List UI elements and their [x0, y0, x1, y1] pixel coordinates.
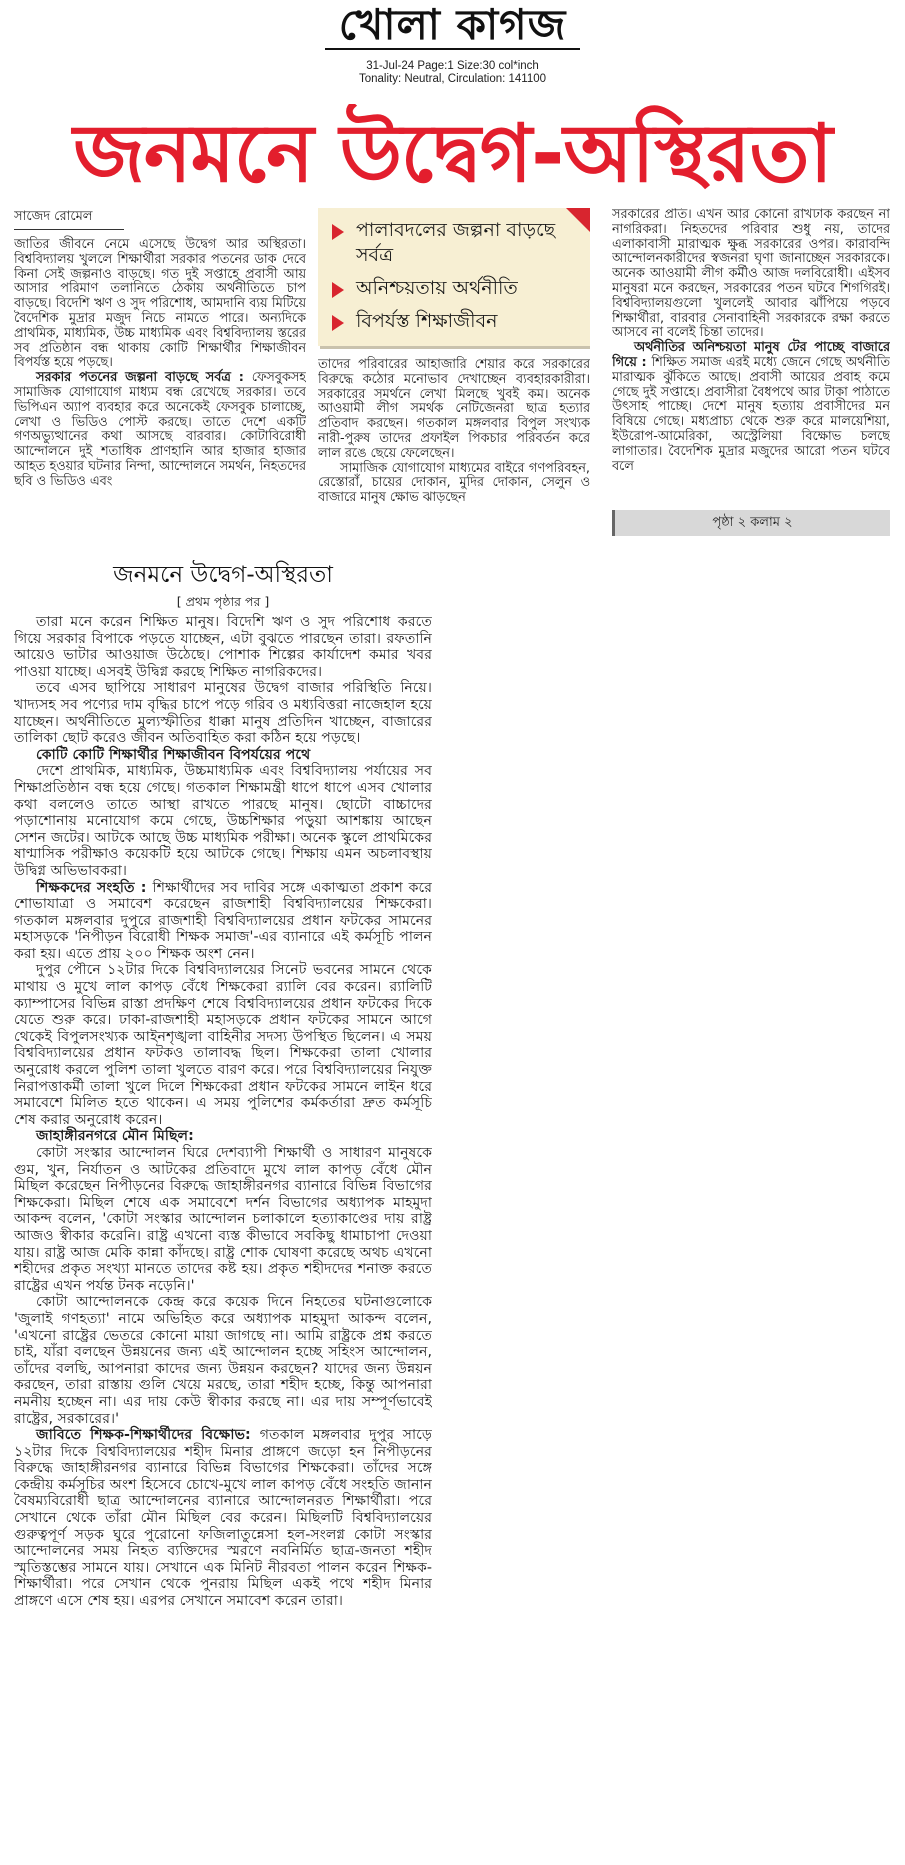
front-column-3 [612, 208, 890, 538]
main-headline: জনমনে উদ্বেগ-অস্থিরতা [73, 107, 832, 200]
paragraph: কোটা সংস্কার আন্দোলন ঘিরে দেশব্যাপী শিক্ষার্থী ও সাধারণ মানুষকে গুম, খুন, নির্যাতন ও আটকের প্রতিবাদে মুখে লাল কাপড় বেঁধে মৌন মিছিল করেছেন নিপীড়নের বিরুদ্ধে জাহাঙ্গীরনগর ব্যানারে বিভিন্ন বিভাগের শিক্ষকেরা। মিছিল শেষে এক সমাবেশে দর্শন বিভাগের অধ্যাপক মাহমুদা আকন্দ বলেন, 'কোটা সংস্কার আন্দোলন চলাকালে হত্যাকাণ্ডের দায় রাষ্ট্র আজও স্বীকার করেনি। রাষ্ট্র এখনো ব্যস্ত কীভাবে সবকিছু ধামাচাপা দেওয়া যায়। রাষ্ট্র আজ মেকি কান্না কাঁদছে। রাষ্ট্র শোক ঘোষণা করেছে অথচ এখনো শহীদের প্রকৃত সংখ্যা মানতে তাদের কষ্ট হয়। প্রকৃত শহীদদের শনাক্ত করতে রাষ্ট্রের এখন পর্যন্ত টনক নড়েনি।' [14, 1145, 432, 1294]
paragraph: কোটা আন্দোলনকে কেন্দ্র করে কয়েক দিনে নিহতের ঘটনাগুলোকে 'জুলাই গণহত্যা' নামে অভিহিত করে অধ্যাপক মাহমুদা আকন্দ বলেন, 'এখনো রাষ্ট্রের ভেতরে কোনো মায়া জাগছে না। আমি রাষ্ট্রকে প্রশ্ন করতে চাই, যাঁরা বলছেন উন্নয়নের জন্য এই আন্দোলন হচ্ছে সহিংস আন্দোলন, তাঁদের বলছি, আপনারা কাদের জন্য উন্নয়ন করছেন? যাদের জন্য উন্নয়ন করছেন, তারা রাস্তায় গুলি খেয়ে মরছে, তারা শহীদ হচ্ছে, কিন্তু আপনারা নমনীয় হচ্ছেন না। এর দায় কেউ স্বীকার করছে না। এর দায় সম্পূর্ণভাবেই রাষ্ট্রের, সরকারের।' [14, 1294, 432, 1427]
arrow-bullet-icon [332, 282, 344, 298]
paragraph-body: শিক্ষিত সমাজ এরই মধ্যে জেনে গেছে অর্থনীতি মারাত্মক ঝুঁকিতে আছে। প্রবাসী আয়ের প্রবাহ কমে গেছে দুই সপ্তাহে। প্রবাসীরা বৈধপথে আর টাকা পাঠাতে উৎসাহ পাচ্ছে। দেশে মানুষ হত্যায় প্রবাসীদের মন বিষিয়ে গেছে। মধ্যপ্রাচ্য থেকে শুরু করে মালয়েশিয়া, ইউরোপ-আমেরিকা, অস্ট্রেলিয়া বিক্ষোভ চলছে লাগাতার। বৈদেশিক মুদ্রার মজুদের আরো পতন ঘটবে বলে [612, 354, 890, 474]
front-column-2 [318, 208, 590, 538]
byline: সাজেদ রোমেল [14, 208, 124, 230]
paragraph: জাতির জীবনে নেমে এসেছে উদ্বেগ আর অস্থিরতা। বিশ্ববিদ্যালয় খুললে শিক্ষার্থীরা সরকার পতনের ডাক দেবে কিনা সেই জল্পনাও বাড়ছে। গত দুই সপ্তাহে প্রবাসী আয় আসার পরিমাণ তলানিতে ঠেকায় অর্থনীতিতে চাপ বাড়ছে। বিদেশি ঋণ ও সুদ পরিশোধ, আমদানি ব্যয় মিটিয়ে বৈদেশিক মুদ্রার মজুদ নিচে নামতে পারে। অন্যদিকে প্রাথমিক, মাধ্যমিক, উচ্চ মাধ্যমিক এবং বিশ্ববিদ্যালয় স্তরের সব প্রতিষ্ঠান বন্ধ থাকায় কোটি শিক্ষার্থীর শিক্ষাজীবন বিপর্যস্ত হয়ে পড়ছে। [14, 237, 306, 371]
paragraph: দুপুর পৌনে ১২টার দিকে বিশ্ববিদ্যালয়ের সিনেট ভবনের সামনে থেকে মাথায় ও মুখে লাল কাপড় বেঁধে শিক্ষকেরা র‌্যালি বের করেন। র‌্যালিটি ক্যাম্পাসের বিভিন্ন রাস্তা প্রদক্ষিণ শেষে বিশ্ববিদ্যালয়ের প্রধান ফটকের দিকে যেতে শুরু করে। ঢাকা-রাজশাহী মহাসড়কে প্রধান ফটকের সামনে আগে থেকেই বিপুলসংখ্যক আইনশৃঙ্খলা বাহিনীর সদস্য উপস্থিত ছিলেন। এ সময় বিশ্ববিদ্যালয়ের প্রধান ফটকও তালাবদ্ধ ছিল। শিক্ষকেরা তালা খোলার অনুরোধ করলে পুলিশ তালা খুলতে বারণ করে। পরে বিশ্ববিদ্যালয়ের নিযুক্ত নিরাপত্তাকর্মী তালা খুলে দিলে শিক্ষকেরা প্রধান ফটকের সামনে লাইন ধরে সমাবেশে মিলিত হতে থাকেন। এ সময় পুলিশের কর্মকর্তারা দ্রুত কর্মসূচি শেষ করার অনুরোধ করেন। [14, 962, 432, 1128]
masthead [0, 0, 905, 52]
highlight-text: বিপর্যস্ত শিক্ষাজীবন [356, 310, 498, 332]
paragraph: তাদের পরিবারের আহাজারি শেয়ার করে সরকারের বিরুদ্ধে কঠোর মনোভাব দেখাচ্ছেন ব্যবহারকারীরা। সরকারের সমর্থনে লেখা মিলছে খুবই কম। অনেক আওয়ামী লীগ সমর্থক নেটিজেনরা ছাত্র হত্যার প্রতিবাদ করছেন। গতকাল মঙ্গলবার বিপুল সংখ্যক নারী-পুরুষ তাদের প্রফাইল পিকচার পরিবর্তন করে লাল রঙে ছেয়ে ফেলেছেন। [318, 357, 590, 461]
newspaper-logo: খোলা কাগজ [325, 2, 581, 50]
arrow-bullet-icon [332, 315, 344, 331]
paragraph-lead: অর্থনীতির অনিশ্চয়তা মানুষ টের পাচ্ছে বাজারে গিয়ে : [612, 340, 890, 370]
paragraph [14, 880, 432, 963]
paragraph-lead: শিক্ষকদের সংহতি : [36, 879, 153, 896]
paragraph: তবে এসব ছাপিয়ে সাধারণ মানুষের উদ্বেগ বাজার পরিস্থিতি নিয়ে। খাদ্যসহ সব পণ্যের দাম বৃদ্ধির চাপে পড়ে গরিব ও মধ্যবিত্তরা নাজেহাল হয়ে যাচ্ছেন। অর্থনীতিতে মুল্যস্ফীতির ধাক্কা মানুষ প্রতিদিন খাচ্ছেন, বাজারের তালিকা ছোট করেও জীবন অতিবাহিত করা কঠিন হয়ে পড়ছে। [14, 680, 432, 747]
paragraph [14, 371, 306, 489]
paragraph-body: গতকাল মঙ্গলবার দুপুর সাড়ে ১২টার দিকে বিশ্ববিদ্যালয়ের শহীদ মিনার প্রাঙ্গণে জড়ো হন নিপীড়নের বিরুদ্ধে জাহাঙ্গীরনগর ব্যানারে বিভিন্ন বিভাগের শিক্ষকেরা। তাঁদের সঙ্গে কেন্দ্রীয় কর্মসূচির অংশ হিসেবে চোখে-মুখে লাল কাপড় বেঁধে সংহতি জানান বৈষম্যবিরোধী ছাত্র আন্দোলনের ব্যানারে আন্দোলনরত শিক্ষার্থীরা। পরে সেখানে থেকে তাঁরা মৌন মিছিল বের করেন। মিছিলটি বিশ্ববিদ্যালয়ের গুরুত্বপূর্ণ সড়ক ঘুরে পুরোনো ফজিলাতুন্নেসা হল-সংলগ্ন কোটা সংস্কার আন্দোলনের সময় নিহত ব্যক্তিদের স্মরণে নবনির্মিত ছাত্র-জনতা শহীদ স্মৃতিস্তম্ভের সামনে যায়। সেখানে এক মিনিট নীরবতা পালন করেন শিক্ষক-শিক্ষার্থীরা। পরে সেখান থেকে পুনরায় মিছিল একই পথে শহীদ মিনার প্রাঙ্গণে এসে শেষ হয়। এরপর সেখানে সমাবেশ করেন তারা। [14, 1427, 432, 1610]
paragraph: তারা মনে করেন শিক্ষিত মানুষ। বিদেশি ঋণ ও সুদ পরিশোধ করতে গিয়ে সরকার বিপাকে পড়তে যাচ্ছেন, এটা বুঝতে পারছেন তারা। রফতানি আয়েও ভাটার আওয়াজ উঠেছে। পোশাক শিল্পের কার্যাদেশ কমার খবর পাওয়া যাচ্ছে। এসবই উদ্বিগ্ন করছে শিক্ষিত নাগরিকদের। [14, 614, 432, 680]
paragraph-body: ফেসবুকসহ সামাজিক যোগাযোগ মাধ্যম বন্ধ রেখেছে সরকার। তবে ভিপিএন অ্যাপ ব্যবহার করে অনেকেই ফেসবুক চালাচ্ছে, লেখা ও ভিডিও পোস্ট করছে। তাতে দেশে একটি গণঅভ্যুত্থানের কথা আসছে বারবার। কোটাবিরোধী আন্দোলনে দুই শতাধিক প্রাণহানি আর হাজার হাজার আহত হওয়ার ঘটনার নিন্দা, আন্দোলনে সমর্থন, নিহতদের ছবি ও ভিডিও এবং [14, 370, 306, 489]
continuation-title: জনমনে উদ্বেগ-অস্থিরতা [113, 562, 333, 588]
clipping-tonality-line: Tonality: Neutral, Circulation: 141100 [358, 73, 547, 85]
highlight-item [332, 218, 572, 268]
paragraph-lead: জাবিতে শিক্ষক-শিক্ষার্থীদের বিক্ষোভ: [36, 1427, 260, 1444]
highlight-text: অনিশ্চয়তায় অর্থনীতি [356, 277, 518, 299]
front-column-1 [14, 208, 306, 538]
highlight-item [332, 276, 572, 301]
paragraph: সরকারের প্রতি। এখন আর কোনো রাখঢাক করছেন না নাগরিকরা। নিহতদের পরিবার শুধু নয়, তাদের এলাকাবাসী মারাত্মক ক্ষুব্ধ সরকারের ওপর। কারাবন্দি আন্দোলনকারীদের স্বজনরা ঘৃণা জানাচ্ছেন সরকারকে। অনেক আওয়ামী লীগ কর্মীও আজ দলবিরোধী। এইসব মানুষরা মনে করছেন, সরকারের পতন ঘটবে শিগগিরই। বিশ্ববিদ্যালয়গুলো খুললেই আবার ঝাঁপিয়ে পড়বে শিক্ষার্থীরা, বারবার সেনাবাহিনী সরকারকে রক্ষা করতে আসবে না বলেই চিন্তা তাদের। [612, 208, 890, 341]
paragraph [14, 1427, 432, 1610]
paragraph-lead: সরকার পতনের জল্পনা বাড়ছে সর্বত্র : [36, 370, 252, 386]
paragraph: দেশে প্রাথমিক, মাধ্যমিক, উচ্চমাধ্যমিক এবং বিশ্ববিদ্যালয় পর্যায়ের সব শিক্ষাপ্রতিষ্ঠান বন্ধ হয়ে গেছে। গতকাল শিক্ষামন্ত্রী ধাপে ধাপে এসব খোলার কথা বললেও তাতে আস্থা রাখতে পারছে মানুষ। ছোটো বাচ্চাদের পড়াশোনায় মনোযোগ কমে গেছে, উচ্চশিক্ষার পড়ুয়া আশঙ্কায় আছেন সেশন জটের। আটকে আছে উচ্চ মাধ্যমিক পরীক্ষা। অনেক স্কুলে প্রাথমিকের ষাণ্মাসিক পরীক্ষাও কয়েকটি হয়ে আটকে গেছে। শিক্ষায় এমন অচলাবস্থায় উদ্বিগ্ন অভিভাবকরা। [14, 763, 432, 879]
subheading: কোটি কোটি শিক্ষার্থীর শিক্ষাজীবন বিপর্যয়ের পথে [36, 746, 311, 763]
arrow-bullet-icon [332, 224, 344, 240]
clipping-date-line: 31-Jul-24 Page:1 Size:30 col*inch [366, 60, 539, 72]
continued-from-label: [ প্রথম পৃষ্ঠার পর ] [176, 594, 270, 609]
highlight-item [332, 309, 572, 334]
subheading: জাহাঙ্গীরনগরে মৌন মিছিল: [36, 1128, 194, 1145]
paragraph: সামাজিক যোগাযোগ মাধ্যমের বাইরে গণপরিবহন, রেস্তোরাঁ, চায়ের দোকান, মুদির দোকান, সেলুন ও বাজারে মানুষ ক্ষোভ ঝাড়ছেন [318, 460, 590, 506]
highlight-box [318, 208, 590, 346]
continuation-article [14, 560, 432, 1855]
highlight-text: পালাবদলের জল্পনা বাড়ছে সর্বত্র [356, 219, 556, 266]
corner-triangle-icon [566, 208, 590, 232]
paragraph [612, 341, 890, 474]
continued-on-label: পৃষ্ঠা ২ কলাম ২ [612, 510, 890, 536]
paragraph-body: শিক্ষার্থীদের সব দাবির সঙ্গে একাত্মতা প্রকাশ করে শোভাযাত্রা ও সমাবেশ করেছেন রাজশাহী বিশ্ববিদ্যালয়ের শিক্ষকেরা। গতকাল মঙ্গলবার দুপুরে রাজশাহী বিশ্ববিদ্যালয়ের প্রধান ফটকের সামনের মহাসড়কে 'নিপীড়ন বিরোধী শিক্ষক সমাজ'-এর ব্যানারে এই কর্মসূচি পালন করা হয়। এতে প্রায় ২০০ শিক্ষক অংশ নেন। [14, 879, 432, 962]
